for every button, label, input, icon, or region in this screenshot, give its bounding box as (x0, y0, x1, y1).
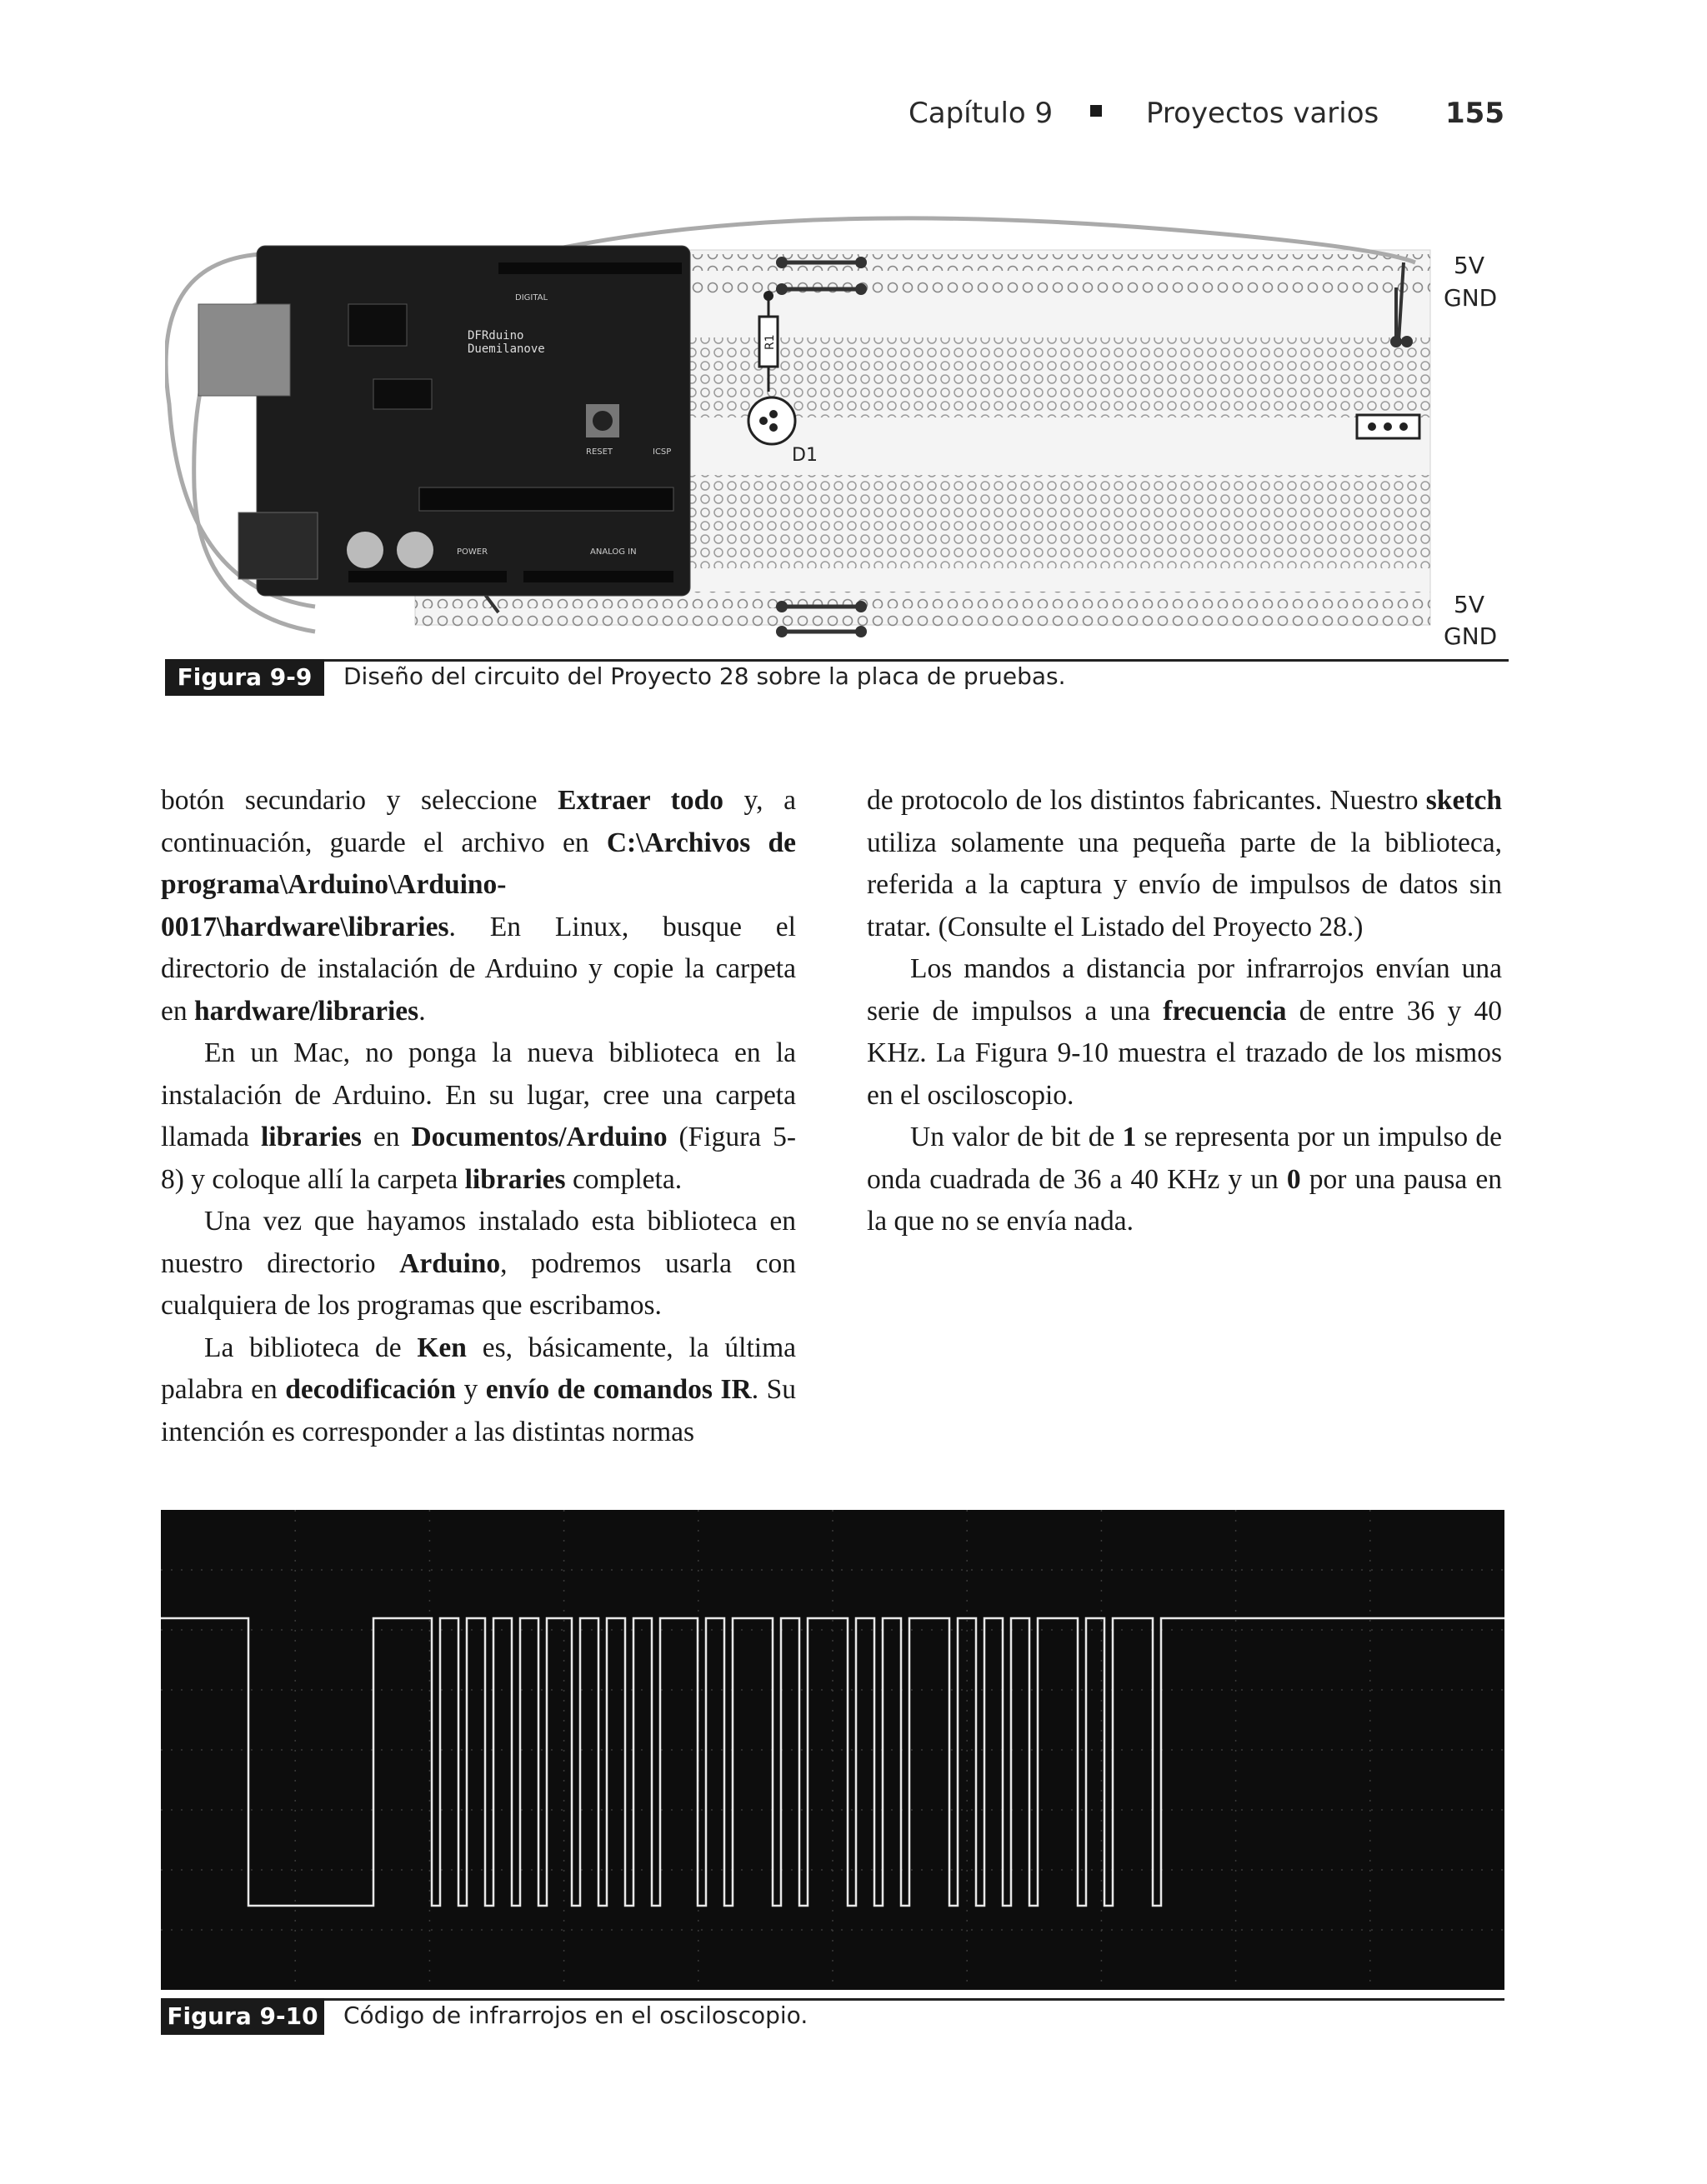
figure-9-9-tag: Figura 9-9 (165, 659, 324, 696)
analog-label: ANALOG IN (590, 547, 637, 557)
figure-9-9-caption-rule (165, 659, 1509, 662)
right-paragraph-2: Los mandos a distancia por infrarrojos envían una serie de impulsos a una frecuencia de entre 36 y 40 KHz. La Figura 9-10 muestra el trazado de los mismos en el osciloscopio. (867, 953, 1502, 1111)
page-number: 155 (1445, 97, 1504, 130)
top-gnd-label: GND (1444, 284, 1498, 312)
right-paragraph-3: Un valor de bit de 1 se representa por un impulso de onda cuadrada de 36 a 40 KHz y un 0 por una pausa en la que no se envía nada. (867, 1122, 1502, 1237)
header-separator-square (1090, 105, 1102, 117)
power-label: POWER (457, 547, 488, 557)
top-5v-label: 5V (1454, 252, 1484, 279)
left-paragraph-3: Una vez que hayamos instalado esta biblioteca en nuestro directorio Arduino, podremos usarla con cualquiera de los programas que escribamos. (161, 1206, 796, 1321)
section-label: Proyectos varios (1146, 97, 1379, 130)
diode-label: D1 (792, 445, 818, 466)
right-column (867, 780, 1502, 1243)
figure-9-9-caption: Diseño del circuito del Proyecto 28 sobre la placa de pruebas. (343, 662, 1066, 690)
left-paragraph-2: En un Mac, no ponga la nueva biblioteca en la instalación de Arduino. En su lugar, cree una carpeta llamada libraries en Documentos/Arduino (Figura 5-8) y coloque allí la carpeta libraries completa. (161, 1037, 796, 1195)
board-name-label: DFRduino (468, 329, 524, 342)
figure-9-10-caption-rule (161, 1998, 1504, 2001)
figure-9-9-circuit-image (165, 212, 1509, 658)
chapter-label: Capítulo 9 (909, 97, 1054, 130)
bottom-5v-label: 5V (1454, 591, 1484, 618)
left-column (161, 780, 796, 1453)
figure-9-10-tag: Figura 9-10 (161, 1998, 324, 2035)
reset-label: RESET (586, 447, 613, 457)
right-paragraph-1: de protocolo de los distintos fabricantes. Nuestro sketch utiliza solamente una pequeña parte de la biblioteca, referida a la captura y envío de impulsos de datos sin tratar. (Consulte el Listado del Proyecto 28.) (867, 785, 1502, 942)
figure-9-10-oscilloscope-image (161, 1510, 1504, 1990)
left-paragraph-4: La biblioteca de Ken es, básicamente, la última palabra en decodificación y envío de comandos IR. Su intención es corresponder a las distintas normas (161, 1332, 796, 1447)
left-paragraph-1: botón secundario y seleccione Extraer todo y, a continuación, guarde el archivo en C:\Archivos de programa\Arduino\Arduino-0017\hardware\libraries. En Linux, busque el directorio de instalación de Arduino y copie la carpeta en hardware/libraries. (161, 785, 796, 1027)
running-header (909, 93, 1504, 140)
icsp-label: ICSP (653, 447, 672, 457)
resistor-label: R1 (763, 334, 777, 350)
board-model-label: Duemilanove (468, 342, 545, 356)
digital-label: DIGITAL (515, 293, 548, 302)
figure-9-10-caption: Código de infrarrojos en el osciloscopio. (343, 2002, 808, 2029)
bottom-gnd-label: GND (1444, 622, 1498, 650)
